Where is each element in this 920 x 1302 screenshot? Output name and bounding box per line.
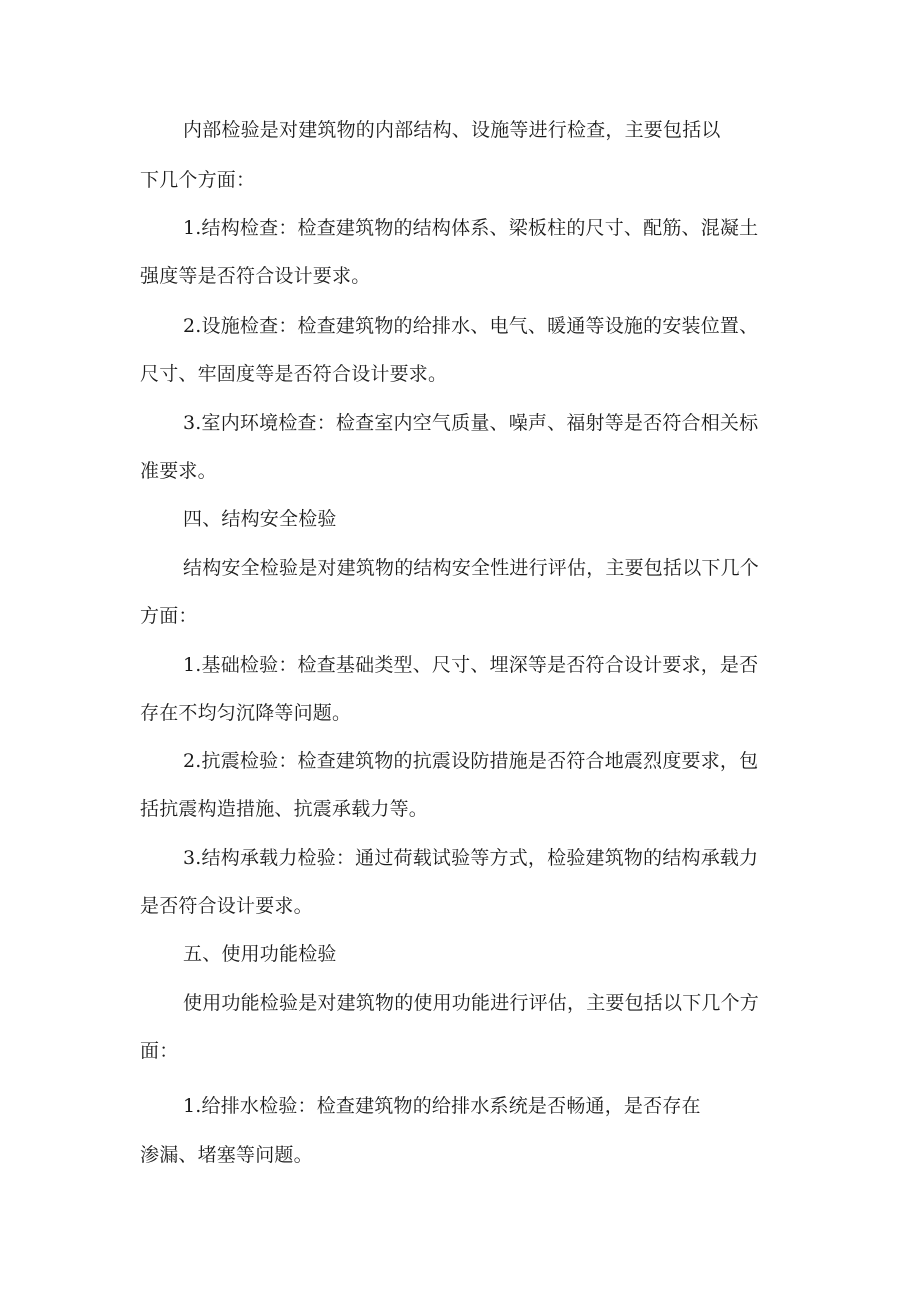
paragraph-7-line-2: 括抗震构造措施、抗震承载力等。 bbox=[140, 798, 429, 820]
paragraph-6-line-2: 存在不均匀沉降等问题。 bbox=[140, 702, 352, 724]
paragraph-3-line-2: 尺寸、牢固度等是否符合设计要求。 bbox=[140, 363, 448, 385]
paragraph-3-line-1: 2.设施检查：检查建筑物的给排水、电气、暖通等设施的安装位置、 bbox=[183, 315, 759, 337]
paragraph-10-line-1: 1.给排水检验：检查建筑物的给排水系统是否畅通，是否存在 bbox=[183, 1095, 701, 1117]
paragraph-2-line-2: 强度等是否符合设计要求。 bbox=[140, 265, 371, 287]
paragraph-8-line-2: 是否符合设计要求。 bbox=[140, 895, 313, 917]
paragraph-2-line-1: 1.结构检查：检查建筑物的结构体系、梁板柱的尺寸、配筋、混凝土 bbox=[183, 217, 759, 239]
paragraph-4-line-2: 准要求。 bbox=[140, 460, 217, 482]
paragraph-4-line-1: 3.室内环境检查：检查室内空气质量、噪声、福射等是否符合相关标 bbox=[183, 412, 759, 434]
paragraph-7-line-1: 2.抗震检验：检查建筑物的抗震设防措施是否符合地震烈度要求，包 bbox=[183, 750, 759, 772]
paragraph-5-line-2: 方面： bbox=[140, 605, 198, 627]
paragraph-10-line-2: 渗漏、堵塞等问题。 bbox=[140, 1144, 313, 1166]
paragraph-9-line-2: 面： bbox=[140, 1040, 179, 1062]
section-heading-5: 五、使用功能检验 bbox=[183, 943, 337, 965]
paragraph-1-line-1: 内部检验是对建筑物的内部结构、设施等进行检查，主要包括以 bbox=[183, 119, 721, 141]
paragraph-6-line-1: 1.基础检验：检查基础类型、尺寸、埋深等是否符合设计要求，是否 bbox=[183, 654, 759, 676]
paragraph-8-line-1: 3.结构承载力检验：通过荷载试验等方式，检验建筑物的结构承载力 bbox=[183, 847, 759, 869]
paragraph-1-line-2: 下几个方面： bbox=[140, 169, 256, 191]
paragraph-9-line-1: 使用功能检验是对建筑物的使用功能进行评估，主要包括以下几个方 bbox=[183, 992, 760, 1014]
paragraph-5-line-1: 结构安全检验是对建筑物的结构安全性进行评估，主要包括以下几个 bbox=[183, 557, 760, 579]
section-heading-4: 四、结构安全检验 bbox=[183, 508, 337, 530]
